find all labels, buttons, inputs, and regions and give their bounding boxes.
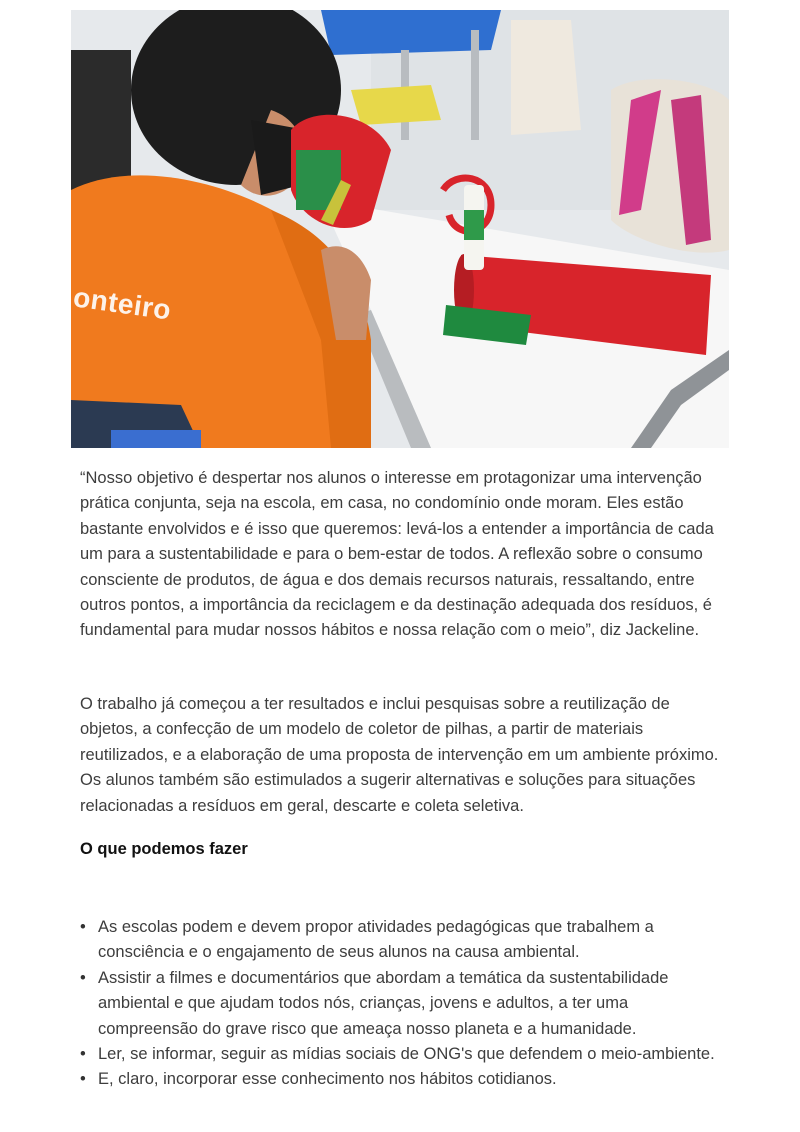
list-item: • Assistir a filmes e documentários que abordam a temática da sustentabilidade ambiental e que ajudam todos nós, crianças, jovens e adultos, a ter uma compreensão do grave risco que ameaça nosso planeta e a humanidade.	[80, 966, 730, 1042]
paragraph-results: O trabalho já começou a ter resultados e inclui pesquisas sobre a reutilização de objetos, a confecção de um modelo de coletor de pilhas, a partir de materiais reutilizados, e a elaboração de uma proposta de intervenção em um ambiente próximo. Os alunos também são estimulados a sugerir alternativas e soluções para situações relacionadas a resíduos em geral, descarte e coleta seletiva.	[80, 695, 719, 815]
section-heading: O que podemos fazer	[80, 840, 248, 858]
shirt-print-text: onteiro	[71, 281, 174, 326]
list-item: • Ler, se informar, seguir as mídias sociais de ONG's que defendem o meio-ambiente.	[80, 1042, 730, 1067]
list-item: • As escolas podem e devem propor atividades pedagógicas que trabalhem a consciência e o engajamento de seus alunos na causa ambiental.	[80, 915, 730, 966]
article-photo	[71, 10, 729, 448]
photo-icon	[71, 10, 729, 448]
paragraph-quote: “Nosso objetivo é despertar nos alunos o interesse em protagonizar uma intervenção prática conjunta, seja na escola, em casa, no condomínio onde moram. Eles estão bastante envolvidos e é isso que queremos: levá-los a entender a importância de cada um para a sustentabilidade e para o bem-estar de todos. A reflexão sobre o consumo consciente de produtos, de água e dos demais recursos naturais, ressaltando, entre outros pontos, a importância da reciclagem e da destinação adequada dos resíduos, é fundamental para mudar nossos hábitos e nossa relação com o meio”, diz Jackeline.	[80, 469, 714, 640]
list-item: • E, claro, incorporar esse conhecimento nos hábitos cotidianos.	[80, 1067, 730, 1092]
action-list	[80, 915, 730, 1093]
